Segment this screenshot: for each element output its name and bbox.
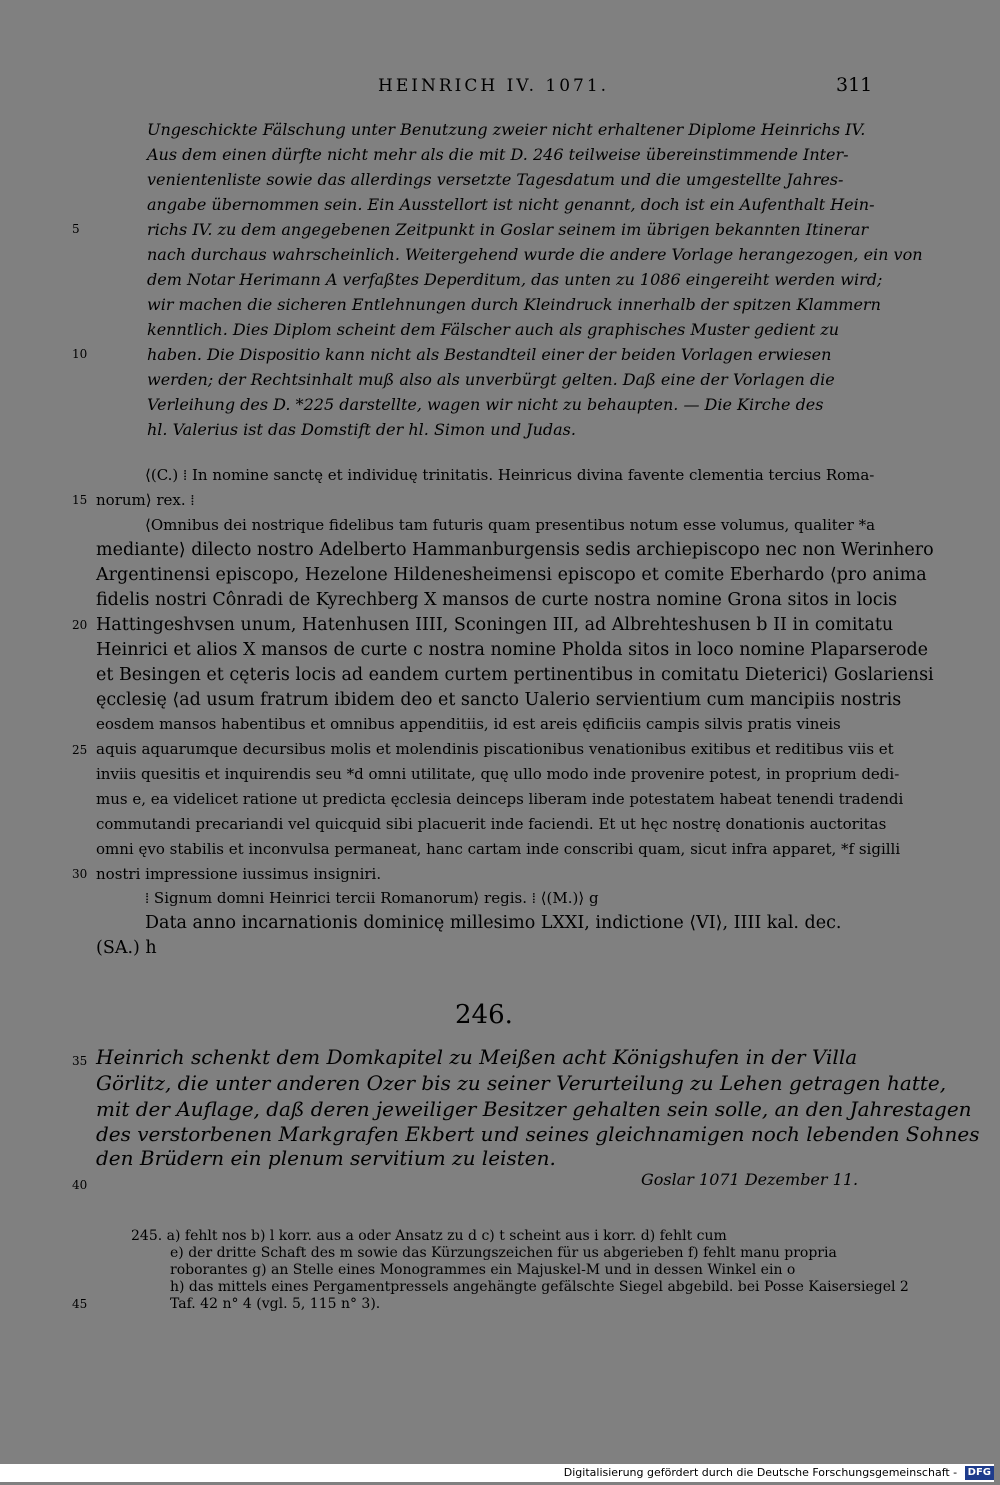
intro-line: richs IV. zu dem angegebenen Zeitpunkt in Goslar seinem im übrigen bekannten Itinerar <box>147 220 869 239</box>
line-number: 15 <box>72 493 88 507</box>
footnote-line: e) der dritte Schaft des m sowie das Kürzungszeichen für us abgerieben f) fehlt manu propria <box>170 1245 837 1261</box>
intro-line: angabe übernommen sein. Ein Ausstellort ist nicht genannt, doch ist ein Aufenthalt Hein- <box>147 195 875 214</box>
page-number: 311 <box>836 74 873 96</box>
running-head: HEINRICH IV. 1071. <box>378 76 610 96</box>
intro-line: werden; der Rechtsinhalt muß also als unverbürgt gelten. Daß eine der Vorlagen die <box>147 370 835 389</box>
intro-line: dem Notar Herimann A verfaßtes Deperditum, das unten zu 1086 eingereiht werden wird; <box>147 270 883 289</box>
text-line: mus e, ea videlicet ratione ut predicta ęcclesia deinceps liberam inde potestatem habeat tenendi tradendi <box>96 790 904 808</box>
line-number: 25 <box>72 743 88 757</box>
intro-line: Verleihung des D. *225 darstellte, wagen wir nicht zu behaupten. — Die Kirche des <box>147 395 824 414</box>
line-number: 40 <box>72 1178 88 1192</box>
text-line: Data anno incarnationis dominicę millesimo LXXI, indictione ⟨VI⟩, IIII kal. dec. <box>145 913 842 933</box>
funding-text: Digitalisierung gefördert durch die Deutsche Forschungsgemeinschaft - <box>563 1466 958 1479</box>
dfg-logo: DFG <box>965 1466 994 1480</box>
intro-line: wir machen die sicheren Entlehnungen durch Kleindruck innerhalb der spitzen Klammern <box>147 295 881 314</box>
text-line: ⟨Omnibus dei nostrique fidelibus tam futuris quam presentibus notum esse volumus, qualiter *a <box>145 516 876 534</box>
text-line: (SA.) h <box>96 938 157 958</box>
text-line: ⟨(C.) ⁞ In nomine sanctę et individuę trinitatis. Heinricus divina favente clementia tercius Roma- <box>145 466 875 484</box>
intro-line: nach durchaus wahrscheinlich. Weitergehend wurde die andere Vorlage herangezogen, ein von <box>147 245 923 264</box>
text-line: et Besingen et cęteris locis ad eandem curtem pertinentibus in comitatu Dieterici⟩ Goslariensi <box>96 665 934 685</box>
text-line: fidelis nostri Cônradi de Kyrechberg X mansos de curte nostra nomine Grona sitos in locis <box>96 590 898 610</box>
text-line: omni ęvo stabilis et inconvulsa permaneat, hanc cartam inde conscribi quam, sicut infra apparet, *f sigilli <box>96 840 901 858</box>
regest-line: des verstorbenen Markgrafen Ekbert und seines gleichnamigen noch lebenden Sohnes <box>96 1122 980 1146</box>
intro-line: haben. Die Dispositio kann nicht als Bestandteil einer der beiden Vorlagen erwiesen <box>147 345 832 364</box>
text-line: ⁞ Signum domni Heinrici tercii Romanorum⟩ regis. ⁞ ⟨(M.)⟩ g <box>145 889 599 907</box>
footnote-line: roborantes g) an Stelle eines Monogrammes ein Majuskel-M und in dessen Winkel ein o <box>170 1262 796 1278</box>
text-line: commutandi precariandi vel quicquid sibi placuerit inde faciendi. Et ut hęc nostrę donationis auctoritas <box>96 815 887 833</box>
funding-footer <box>0 1464 994 1482</box>
regest-line: Görlitz, die unter anderen Ozer bis zu seiner Verurteilung zu Lehen getragen hatte, <box>96 1071 947 1095</box>
line-number: 20 <box>72 618 88 632</box>
regest-line: Heinrich schenkt dem Domkapitel zu Meißen acht Königshufen in der Villa <box>96 1045 858 1069</box>
intro-line: venientenliste sowie das allerdings versetzte Tagesdatum und die umgestellte Jahres- <box>147 170 844 189</box>
intro-line: hl. Valerius ist das Domstift der hl. Simon und Judas. <box>147 420 576 439</box>
regest-line: mit der Auflage, daß deren jeweiliger Besitzer gehalten sein solle, an den Jahrestagen <box>96 1097 972 1121</box>
footnote-line: h) das mittels eines Pergamentpressels angehängte gefälschte Siegel abgebild. bei Posse Kaisersiegel 2 <box>170 1279 909 1295</box>
text-line: Hattingeshvsen unum, Hatenhusen IIII, Sconingen III, ad Albrehteshusen b II in comitatu <box>96 615 894 635</box>
text-line: norum⟩ rex. ⁞ <box>96 491 195 509</box>
intro-line: kenntlich. Dies Diplom scheint dem Fälscher auch als graphisches Muster gedient zu <box>147 320 840 339</box>
text-line: Argentinensi episcopo, Hezelone Hildenesheimensi episcopo et comite Eberhardo ⟨pro anima <box>96 565 927 585</box>
text-line: eosdem mansos habentibus et omnibus appenditiis, id est areis ędificiis campis silvis pratis vineis <box>96 715 841 733</box>
text-line: inviis quesitis et inquirendis seu *d omni utilitate, quę ullo modo inde provenire potest, in proprium dedi- <box>96 765 900 783</box>
line-number: 10 <box>72 347 88 361</box>
line-number: 35 <box>72 1054 88 1068</box>
text-line: aquis aquarumque decursibus molis et molendinis piscationibus venationibus exitibus et reditibus viis et <box>96 740 894 758</box>
line-number: 45 <box>72 1297 88 1311</box>
text-line: mediante⟩ dilecto nostro Adelberto Hammanburgensis sedis archiepiscopo nec non Werinhero <box>96 540 934 560</box>
document-number: 246. <box>455 1000 513 1030</box>
intro-line: Ungeschickte Fälschung unter Benutzung zweier nicht erhaltener Diplome Heinrichs IV. <box>147 120 866 139</box>
line-number: 30 <box>72 867 88 881</box>
text-line: ęcclesię ⟨ad usum fratrum ibidem deo et sancto Ualerio servientium cum mancipiis nostris <box>96 690 902 710</box>
footnote-line: 245. a) fehlt nos b) l korr. aus a oder Ansatz zu d c) t scheint aus i korr. d) fehlt cum <box>131 1228 727 1244</box>
regest-line: den Brüdern ein plenum servitium zu leisten. <box>96 1146 556 1170</box>
text-line: nostri impressione iussimus insigniri. <box>96 865 382 883</box>
intro-line: Aus dem einen dürfte nicht mehr als die mit D. 246 teilweise übereinstimmende Inter- <box>147 145 849 164</box>
footnote-line: Taf. 42 n° 4 (vgl. 5, 115 n° 3). <box>170 1296 381 1312</box>
text-line: Heinrici et alios X mansos de curte c nostra nomine Pholda sitos in loco nomine Plaparserode <box>96 640 929 660</box>
place-date: Goslar 1071 Dezember 11. <box>641 1170 859 1189</box>
line-number: 5 <box>72 222 80 236</box>
